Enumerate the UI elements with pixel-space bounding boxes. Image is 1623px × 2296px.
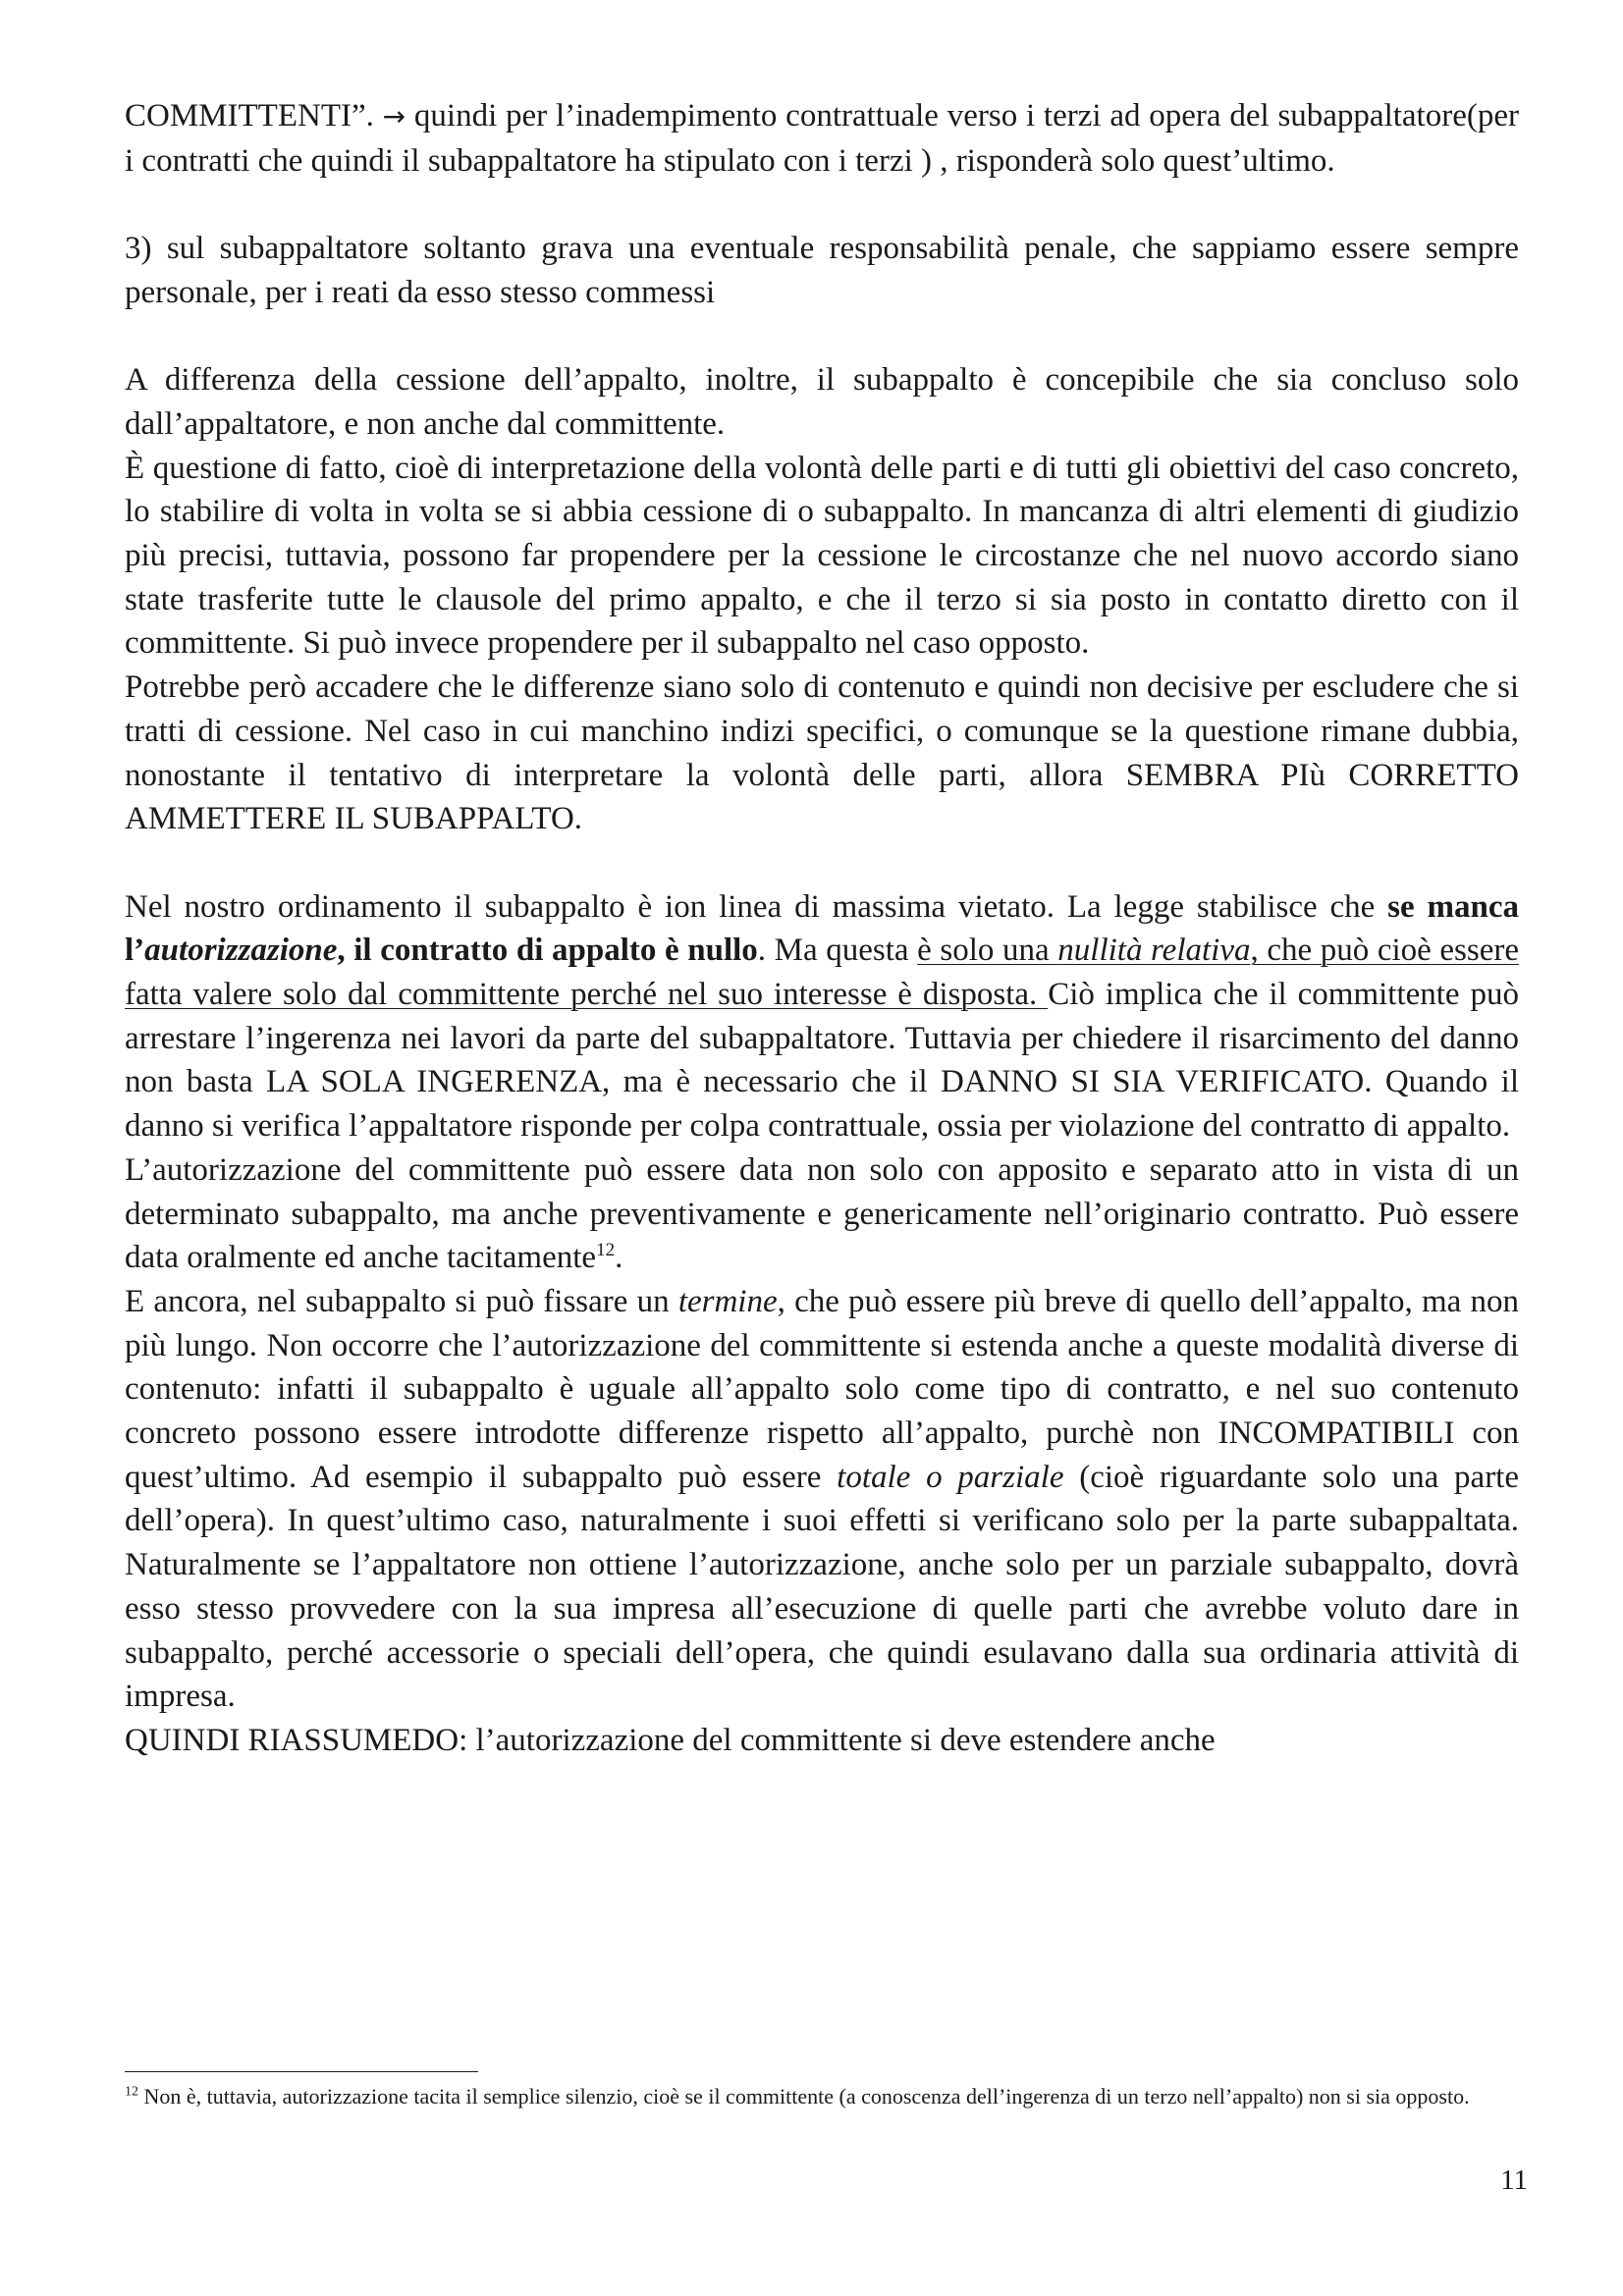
italic-run: nullità relativa: [1057, 933, 1251, 969]
text-run: Nel nostro ordinamento il subappalto è ion linea di massima vietato. La legge stabilisce che: [125, 888, 1388, 925]
text-run: (cioè riguardante solo una parte dell’opera). In quest’ultimo caso, naturalmente i suoi effetti si verificano solo per la parte subappaltata. Naturalmente se l’appaltatore non ottiene l’autorizzazione, anche solo per un parziale subappalto, dovrà esso stesso provvedere con la sua impresa all’esecuzione di quelle parti che avrebbe voluto dare in subappalto, perché accessorie o speciali dell’opera, che quindi esulavano dalla sua ordinaria attività di impresa.: [125, 1459, 1520, 1715]
footnote-reference[interactable]: 12: [596, 1240, 616, 1261]
text-run: .: [615, 1240, 623, 1276]
paragraph-ordinamento: [125, 885, 1519, 1148]
body-text: [125, 94, 1519, 1763]
paragraph-committenti: [125, 94, 1519, 183]
paragraph-questione-di-fatto: È questione di fatto, cioè di interpretazione della volontà delle parti e di tutti gli obiettivi del caso concreto, lo stabilire di volta in volta se si abbia cessione di o subappalto. In mancanza di altri elementi di giudizio più precisi, tuttavia, possono far propendere per la cessione le circostanze che nel nuovo accordo siano state trasferite tutte le clausole del primo appalto, e che il terzo si sia posto in contatto diretto con il committente. Si può invece propendere per il subappalto nel caso opposto.: [125, 450, 1519, 662]
text-run: se manca l’: [125, 888, 1519, 969]
paragraph-text: quindi per l’inadempimento contrattuale verso i terzi ad opera del subappaltatore(per i contratti che quindi il subappaltatore ha stipulato con i terzi ) , risponderà solo quest’ultimo.: [125, 98, 1519, 179]
paragraph-lead: COMMITTENTI”.: [125, 98, 383, 133]
paragraph-spacer: [125, 183, 1519, 227]
text-run: , il contratto di appalto è nullo: [337, 933, 758, 969]
footnote-separator: [125, 2071, 478, 2072]
text-run: Ciò implica che il committente può arrestare l’ingerenza nei lavori da parte del subappaltatore. Tuttavia per chiedere il risarcimento del danno non basta LA SOLA INGERENZA, ma è necessario che il DANNO SI SIA VERIFICATO. Quando il danno si verifica l’appaltatore risponde per colpa contrattuale, ossia per violazione del contratto di appalto.: [125, 977, 1519, 1145]
paragraph-termine: [125, 1280, 1519, 1719]
footnote: [125, 2081, 1519, 2112]
text-run: E ancora, nel subappalto si può fissare un: [125, 1283, 678, 1319]
paragraph-differenze-contenuto: Potrebbe però accadere che le differenze siano solo di contenuto e quindi non decisive per escludere che si tratti di cessione. Nel caso in cui manchino indizi specifici, o comunque se la questione rimane dubbia, nonostante il tentativo di interpretare la volontà delle parti, allora SEMBRA PIù CORRETTO AMMETTERE IL SUBAPPALTO.: [125, 669, 1519, 837]
paragraph-riassumendo: QUINDI RIASSUMEDO: l’autorizzazione del committente si deve estendere anche: [125, 1722, 1216, 1758]
paragraph-spacer: [125, 315, 1519, 359]
footnote-text: Non è, tuttavia, autorizzazione tacita il semplice silenzio, cioè se il committente (a conoscenza dell’ingerenza di un terzo nell’appalto) non si sia opposto.: [138, 2084, 1470, 2109]
page-number: 11: [1500, 2164, 1528, 2196]
text-run: , che può essere più breve di quello dell’appalto, ma non più lungo. Non occorre che l’autorizzazione del committente si estenda anche a queste modalità diverse di contenuto: infatti il subappalto è uguale all’appalto solo come tipo di contratto, e nel suo contenuto concreto possono essere introdotte differenze rispetto all’appalto, purchè non INCOMPATIBILI con quest’ultimo. Ad esempio il subappalto può essere: [125, 1283, 1519, 1495]
text-run: , che può cioè essere fatta valere solo dal committente perché nel suo interesse è disposta.: [125, 933, 1520, 1013]
italic-run: termine: [677, 1283, 778, 1319]
paragraph-autorizzazione: [125, 1148, 1519, 1280]
footnote-number: 12: [125, 2084, 138, 2100]
bold-italic-run: autorizzazione: [144, 933, 338, 969]
text-run: L’autorizzazione del committente può essere data non solo con apposito e separato atto in vista di un determinato subappalto, ma anche preventivamente e genericamente nell’originario contratto. Può essere data oralmente ed anche tacitamente: [125, 1151, 1519, 1276]
italic-run: totale o parziale: [837, 1459, 1064, 1495]
right-arrow-icon: →: [382, 100, 406, 133]
paragraph-point-3: 3) sul subappaltatore soltanto grava una eventuale responsabilità penale, che sappiamo essere sempre personale, per i reati da esso stesso commessi: [125, 231, 1519, 310]
text-run: è solo una: [917, 933, 1058, 969]
paragraph-differenza-cessione: A differenza della cessione dell’appalto, inoltre, il subappalto è concepibile che sia concluso solo dall’appaltatore, e non anche dal committente.: [125, 362, 1519, 442]
text-run: . Ma questa: [757, 933, 918, 969]
paragraph-spacer: [125, 841, 1519, 885]
